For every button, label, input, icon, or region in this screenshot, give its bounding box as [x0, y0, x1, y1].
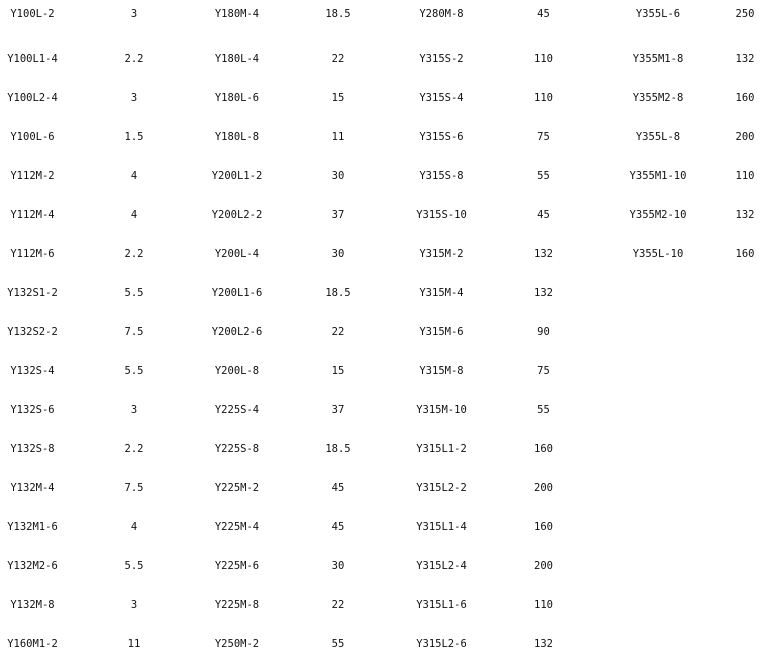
model-cell: Y100L2-4: [7, 91, 58, 104]
power-cell: 5.5: [124, 559, 144, 572]
model-cell: [609, 351, 707, 390]
power-cell: 132: [534, 286, 553, 299]
model-cell: Y200L1-6: [211, 286, 263, 299]
power-cell: 22: [331, 598, 345, 611]
power-cell: 18.5: [325, 286, 351, 299]
power-cell: 1.5: [124, 130, 144, 143]
power-cell: 4: [130, 208, 138, 221]
model-cell: Y132S2-2: [7, 325, 58, 338]
power-cell: [707, 624, 783, 663]
power-cell: 55: [537, 403, 550, 416]
model-cell: Y225S-4: [214, 403, 260, 416]
model-cell: Y315S-4: [419, 91, 464, 104]
model-cell: [609, 624, 707, 663]
power-cell: 132: [735, 208, 755, 221]
model-cell: Y180M-4: [214, 8, 260, 20]
table-row: [0, 195, 783, 234]
model-cell: [609, 312, 707, 351]
model-cell: Y315M-4: [419, 286, 464, 299]
power-cell: [707, 273, 783, 312]
power-cell: 18.5: [325, 8, 351, 20]
power-cell: 2.2: [124, 247, 144, 260]
model-cell: Y315L2-4: [416, 559, 467, 572]
power-cell: 37: [331, 403, 345, 416]
table-row: [0, 156, 783, 195]
model-cell: Y315M-2: [419, 247, 464, 260]
power-cell: 132: [735, 52, 755, 65]
power-cell: 110: [534, 52, 553, 65]
model-cell: [609, 546, 707, 585]
power-cell: 22: [331, 325, 345, 338]
power-cell: [707, 390, 783, 429]
model-cell: Y132S-6: [10, 403, 55, 416]
model-cell: Y225M-6: [214, 559, 260, 572]
power-cell: 30: [331, 559, 345, 572]
model-cell: Y100L1-4: [7, 52, 58, 65]
power-cell: 75: [537, 130, 550, 143]
power-cell: 160: [735, 247, 755, 260]
table-row: [0, 546, 783, 585]
power-cell: 160: [534, 520, 553, 533]
model-cell: Y160M1-2: [7, 637, 58, 650]
model-cell: Y315S-6: [419, 130, 464, 143]
power-cell: 55: [331, 637, 345, 650]
model-cell: Y180L-8: [214, 130, 260, 143]
power-cell: 3: [130, 8, 138, 20]
model-cell: Y225M-4: [214, 520, 260, 533]
model-cell: Y355M1-8: [632, 52, 684, 65]
power-cell: 200: [534, 481, 553, 494]
model-cell: Y200L2-6: [211, 325, 263, 338]
model-cell: Y132M2-6: [7, 559, 58, 572]
power-cell: 90: [537, 325, 550, 338]
table-row: [0, 39, 783, 78]
table-row: [0, 234, 783, 273]
model-cell: Y280M-8: [419, 8, 464, 20]
model-cell: [609, 273, 707, 312]
model-cell: Y132M1-6: [7, 520, 58, 533]
model-cell: Y315L2-2: [416, 481, 467, 494]
power-cell: 30: [331, 247, 345, 260]
table-row: [0, 117, 783, 156]
power-cell: 30: [331, 169, 345, 182]
power-cell: 4: [130, 169, 138, 182]
power-cell: 15: [331, 364, 345, 377]
model-cell: Y132M-4: [10, 481, 55, 494]
power-cell: 15: [331, 91, 345, 104]
power-cell: 132: [534, 247, 553, 260]
model-cell: Y315S-10: [416, 208, 467, 221]
power-cell: [707, 546, 783, 585]
table-row: [0, 273, 783, 312]
power-cell: 11: [127, 637, 141, 650]
table-row: [0, 0, 783, 39]
power-cell: 2.2: [124, 442, 144, 455]
model-cell: Y315M-10: [416, 403, 467, 416]
power-cell: [707, 468, 783, 507]
power-cell: 18.5: [325, 442, 351, 455]
model-cell: [609, 429, 707, 468]
model-cell: Y180L-6: [214, 91, 260, 104]
model-cell: Y200L1-2: [211, 169, 263, 182]
power-cell: 200: [534, 559, 553, 572]
power-cell: 45: [537, 8, 550, 20]
model-cell: Y355L-6: [635, 8, 681, 20]
power-cell: 45: [331, 481, 345, 494]
power-cell: [707, 585, 783, 624]
model-cell: Y132M-8: [10, 598, 55, 611]
power-cell: 160: [534, 442, 553, 455]
model-cell: Y355M2-8: [632, 91, 684, 104]
power-cell: [707, 507, 783, 546]
model-cell: Y315M-6: [419, 325, 464, 338]
model-cell: [609, 585, 707, 624]
model-cell: Y315L2-6: [416, 637, 467, 650]
power-cell: 5.5: [124, 286, 144, 299]
power-cell: [707, 351, 783, 390]
model-cell: Y180L-4: [214, 52, 260, 65]
table-row: [0, 624, 783, 663]
power-cell: 110: [534, 91, 553, 104]
model-cell: Y132S-8: [10, 442, 55, 455]
model-cell: Y100L-6: [10, 130, 55, 143]
model-cell: Y315S-2: [419, 52, 464, 65]
power-cell: 110: [735, 169, 755, 182]
table-row: [0, 507, 783, 546]
model-cell: Y200L-4: [214, 247, 260, 260]
power-cell: 45: [331, 520, 345, 533]
power-cell: 200: [735, 130, 755, 143]
model-cell: Y250M-2: [214, 637, 260, 650]
power-cell: [707, 312, 783, 351]
power-cell: 250: [735, 8, 755, 20]
power-cell: 22: [331, 52, 345, 65]
model-cell: [609, 468, 707, 507]
model-cell: Y200L2-2: [211, 208, 263, 221]
model-cell: Y225S-8: [214, 442, 260, 455]
power-cell: 7.5: [124, 325, 144, 338]
model-cell: Y200L-8: [214, 364, 260, 377]
power-cell: 11: [331, 130, 345, 143]
table-row: [0, 78, 783, 117]
table-row: [0, 390, 783, 429]
power-cell: 3: [130, 598, 138, 611]
model-cell: Y225M-8: [214, 598, 260, 611]
power-cell: 55: [537, 169, 550, 182]
model-cell: Y100L-2: [10, 8, 55, 20]
model-cell: Y112M-6: [10, 247, 55, 260]
power-cell: 7.5: [124, 481, 144, 494]
power-cell: [707, 429, 783, 468]
model-cell: [609, 507, 707, 546]
table-row: [0, 468, 783, 507]
power-cell: 3: [130, 403, 138, 416]
power-cell: 110: [534, 598, 553, 611]
table-row: [0, 351, 783, 390]
table-row: [0, 312, 783, 351]
model-cell: Y132S-4: [10, 364, 55, 377]
model-cell: Y225M-2: [214, 481, 260, 494]
table-row: [0, 585, 783, 624]
power-cell: 75: [537, 364, 550, 377]
model-cell: Y315M-8: [419, 364, 464, 377]
model-cell: Y355M1-10: [629, 169, 687, 182]
power-cell: 132: [534, 637, 553, 650]
model-cell: Y315L1-6: [416, 598, 467, 611]
model-cell: Y315L1-2: [416, 442, 467, 455]
power-cell: 45: [537, 208, 550, 221]
model-cell: Y355L-10: [632, 247, 684, 260]
table-row: [0, 429, 783, 468]
model-cell: Y355L-8: [635, 130, 681, 143]
model-cell: [609, 390, 707, 429]
power-cell: 3: [130, 91, 138, 104]
power-cell: 4: [130, 520, 138, 533]
model-cell: Y315L1-4: [416, 520, 467, 533]
model-cell: Y112M-2: [10, 169, 55, 182]
model-cell: Y132S1-2: [7, 286, 58, 299]
power-cell: 5.5: [124, 364, 144, 377]
power-cell: 2.2: [124, 52, 144, 65]
model-cell: Y112M-4: [10, 208, 55, 221]
model-cell: Y315S-8: [419, 169, 464, 182]
power-cell: 37: [331, 208, 345, 221]
power-cell: 160: [735, 91, 755, 104]
model-cell: Y355M2-10: [629, 208, 687, 221]
